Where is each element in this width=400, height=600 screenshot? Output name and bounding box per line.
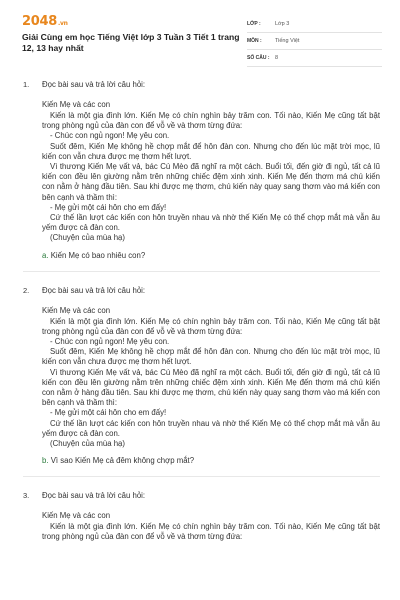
story-paragraph: Vì thương Kiến Mẹ vất vả, bác Cú Mèo đã nghĩ ra một cách. Buổi tối, đến giờ đi ngủ, tất cả lũ kiến con đều lên giường nằm trên những chiếc đệm xinh xinh. Kiến Mẹ đến thơm má chú kiến con nằm ở hàng đầu tiên. Sau khi được mẹ thơm, chú kiến này quay sang thơm vào má kiến con bên cạnh và thầm thì: (42, 162, 380, 202)
question-number: 2. (23, 285, 30, 295)
story-paragraph: Suốt đêm, Kiến Mẹ không hề chợp mắt để hôn đàn con. Nhưng cho đến lúc mặt trời mọc, lũ kiến con vẫn chưa được mẹ thơm hết lượt. (42, 141, 380, 161)
story-source: (Chuyện của mùa hạ) (50, 233, 125, 243)
question-prompt: Đọc bài sau và trả lời câu hỏi: (42, 80, 146, 89)
question-item (23, 80, 380, 272)
logo-domain: .vn (57, 20, 68, 27)
question-number: 1. (23, 80, 30, 89)
document-title: Giải Cùng em học Tiếng Việt lớp 3 Tuần 3 Tiết 1 trang 12, 13 hay nhất (22, 32, 240, 53)
meta-row-subject (247, 33, 382, 50)
meta-value: Tiếng Việt (275, 38, 300, 44)
question-prompt: Đọc bài sau và trả lời câu hỏi: (42, 491, 146, 501)
sub-question-text: Vì sao Kiến Mẹ cả đêm không chợp mắt? (50, 456, 195, 466)
story-source: (Chuyện của mùa hạ) (50, 439, 125, 449)
story-paragraph: Kiến là một gia đình lớn. Kiến Mẹ có chín nghìn bảy trăm con. Tối nào, Kiến Mẹ cũng tất bật trong phòng ngủ của đàn con để vỗ về và thơm từng đứa: (42, 111, 380, 131)
sub-question-letter: b. (42, 456, 49, 466)
meta-label: MÔN : (247, 38, 262, 44)
sub-question[interactable] (42, 456, 380, 466)
question-number: 3. (23, 491, 30, 501)
meta-value: 8 (275, 55, 279, 61)
meta-value: Lớp 3 (275, 21, 290, 27)
meta-label: SỐ CÂU : (247, 55, 270, 61)
story-paragraph: - Mẹ gửi một cái hôn cho em đấy! (50, 202, 167, 212)
question-prompt: Đọc bài sau và trả lời câu hỏi: (42, 285, 146, 295)
meta-row-grade (247, 16, 382, 33)
question-item (23, 491, 380, 542)
meta-table (247, 16, 382, 70)
meta-row-count (247, 50, 382, 67)
meta-label: LỚP : (247, 21, 261, 27)
divider (23, 271, 380, 272)
story-paragraph: Cứ thế lần lượt các kiến con hôn truyền nhau và nhờ thế Kiến Mẹ có thể chợp mắt mà vẫn âu yếm được cả đàn con. (42, 418, 380, 438)
story-title: Kiến Mẹ và các con (42, 511, 111, 521)
story-paragraph: - Chúc con ngủ ngon! Mẹ yêu con. (50, 337, 170, 347)
logo-main: 2048 (22, 14, 57, 29)
story-title: Kiến Mẹ và các con (42, 305, 111, 315)
story-paragraph: - Chúc con ngủ ngon! Mẹ yêu con. (50, 131, 170, 141)
story-title: Kiến Mẹ và các con (42, 100, 111, 109)
story-paragraph: Suốt đêm, Kiến Mẹ không hề chợp mắt để hôn đàn con. Nhưng cho đến lúc mặt trời mọc, lũ kiến con vẫn chưa được mẹ thơm hết lượt. (42, 347, 380, 367)
question-item (23, 286, 380, 478)
sub-question[interactable] (42, 251, 380, 261)
question-list (0, 70, 400, 543)
story-paragraph: Cứ thế lần lượt các kiến con hôn truyền nhau và nhờ thế Kiến Mẹ có thể chợp mắt mà vẫn âu yếm được cả đàn con. (42, 213, 380, 233)
sub-question-letter: a. (42, 250, 49, 260)
story-paragraph: - Mẹ gửi một cái hôn cho em đấy! (50, 408, 167, 418)
site-logo[interactable] (22, 14, 242, 29)
story-paragraph: Vì thương Kiến Mẹ vất vả, bác Cú Mèo đã nghĩ ra một cách. Buổi tối, đến giờ đi ngủ, tất cả lũ kiến con đều lên giường nằm trên những chiếc đệm xinh xinh. Kiến Mẹ đến thơm má chú kiến con nằm ở hàng đầu tiên. Sau khi được mẹ thơm, chú kiến này quay sang thơm vào má kiến con bên cạnh và thầm thì: (42, 367, 380, 408)
story-paragraph: Kiến là một gia đình lớn. Kiến Mẹ có chín nghìn bảy trăm con. Tối nào, Kiến Mẹ cũng tất bật trong phòng ngủ của đàn con để vỗ về và thơm từng đứa: (42, 316, 380, 336)
story-paragraph: Kiến là một gia đình lớn. Kiến Mẹ có chín nghìn bảy trăm con. Tối nào, Kiến Mẹ cũng tất bật trong phòng ngủ của đàn con để vỗ về và thơm từng đứa: (42, 522, 380, 542)
sub-question-text: Kiến Mẹ có bao nhiêu con? (50, 250, 146, 260)
header (0, 0, 400, 70)
divider (23, 476, 380, 477)
header-left (22, 14, 242, 70)
